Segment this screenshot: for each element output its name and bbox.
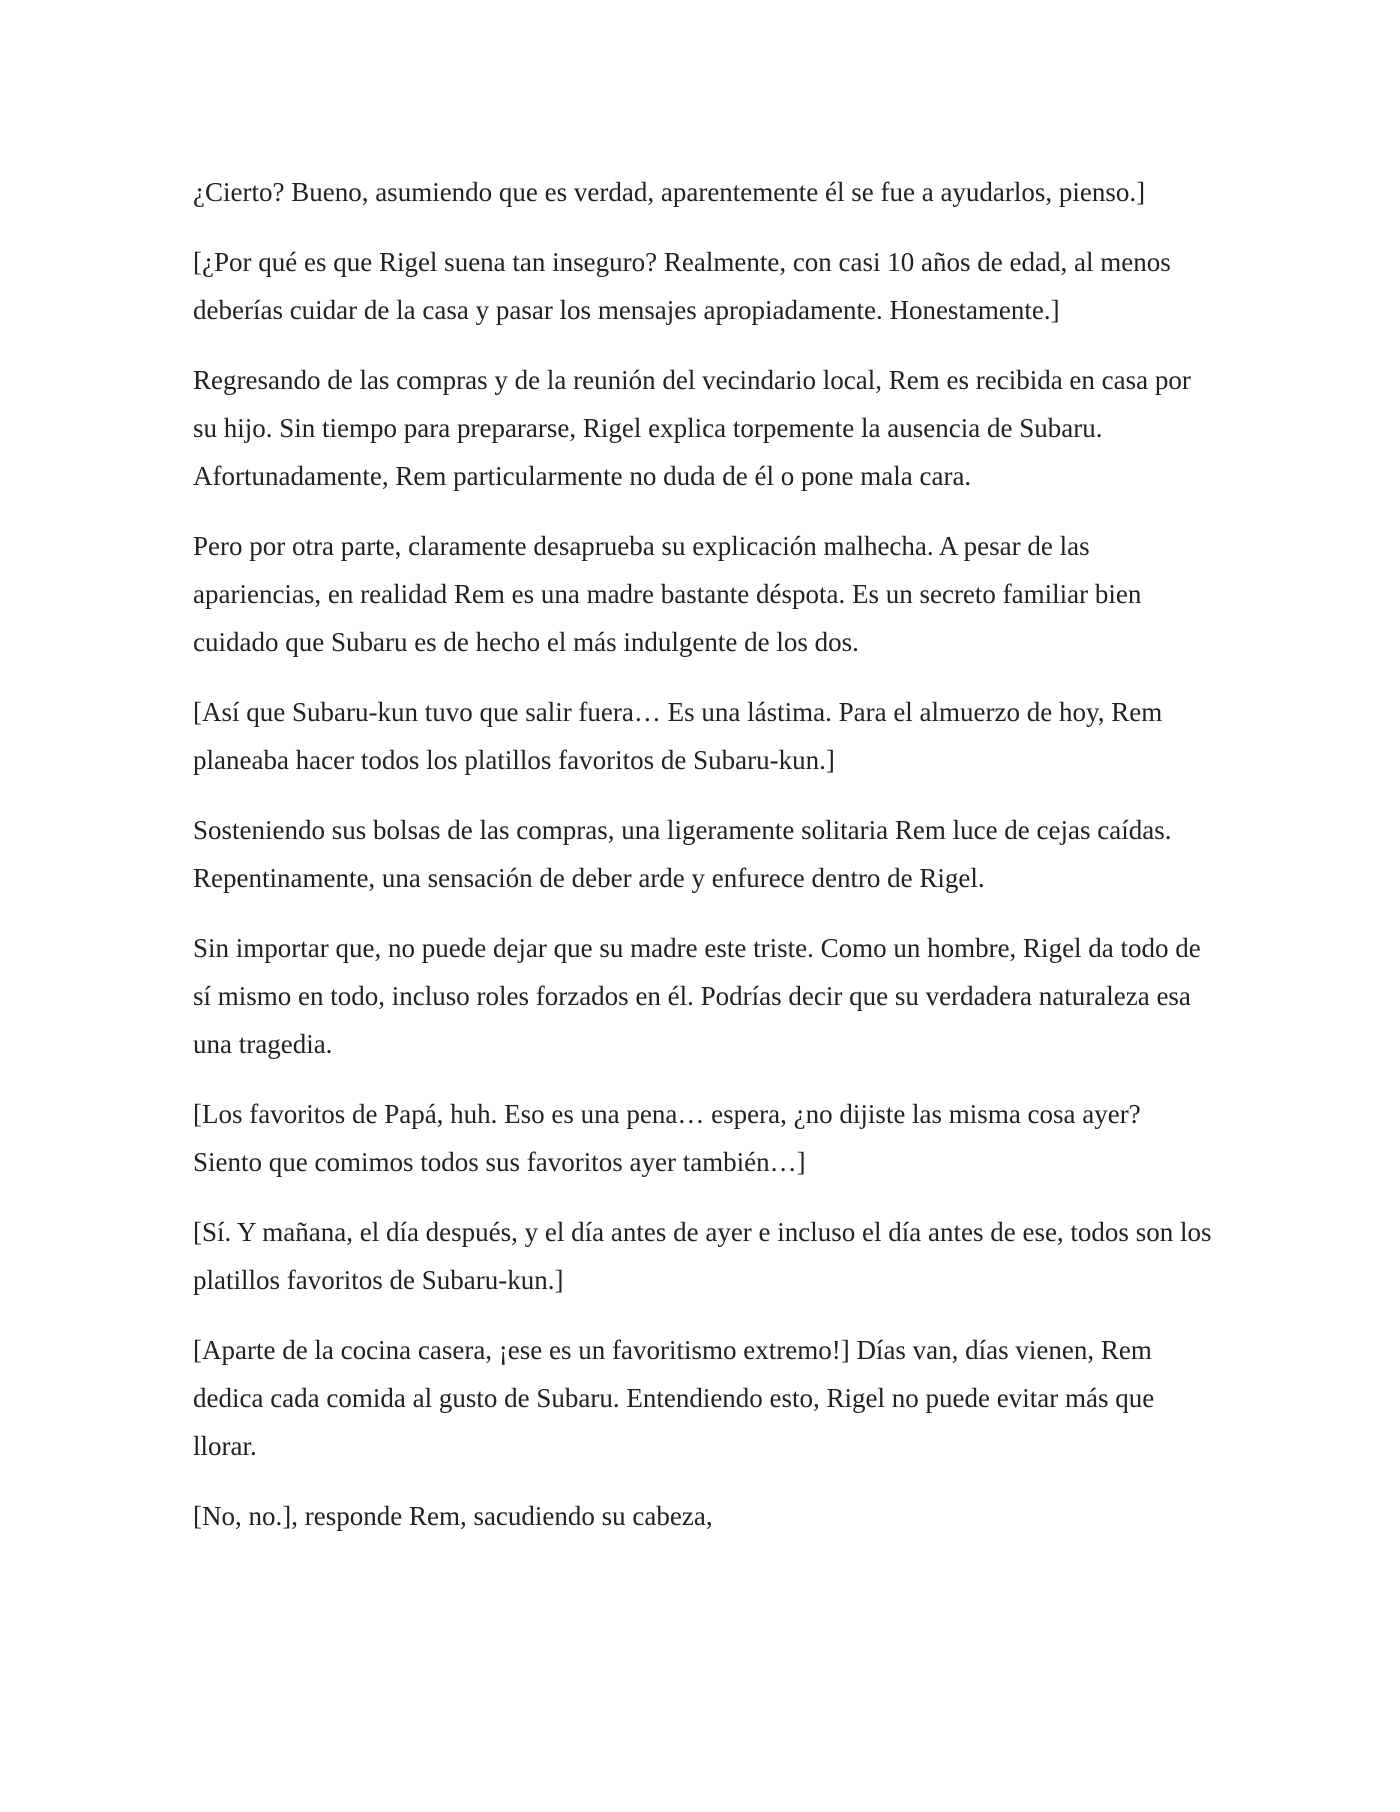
- paragraph-6: Sosteniendo sus bolsas de las compras, una ligeramente solitaria Rem luce de cejas caídas. Repentinamente, una sensación de deber arde y enfurece dentro de Rigel.: [193, 815, 1172, 893]
- paragraph-10: [Aparte de la cocina casera, ¡ese es un favoritismo extremo!] Días van, días vienen, Rem dedica cada comida al gusto de Subaru. Entendiendo esto, Rigel no puede evitar más que llorar.: [193, 1335, 1155, 1461]
- paragraph-11: [No, no.], responde Rem, sacudiendo su cabeza,: [193, 1501, 713, 1531]
- paragraph-8: [Los favoritos de Papá, huh. Eso es una pena… espera, ¿no dijiste las misma cosa ayer? Siento que comimos todos sus favoritos ayer también…]: [193, 1099, 1141, 1177]
- paragraph-5: [Así que Subaru-kun tuvo que salir fuera… Es una lástima. Para el almuerzo de hoy, Rem planeaba hacer todos los platillos favoritos de Subaru-kun.]: [193, 697, 1163, 775]
- paragraph-3: Regresando de las compras y de la reunión del vecindario local, Rem es recibida en casa por su hijo. Sin tiempo para prepararse, Rigel explica torpemente la ausencia de Subaru. Afortunadamente, Rem particularmente no duda de él o pone mala cara.: [193, 365, 1191, 491]
- paragraph-9: [Sí. Y mañana, el día después, y el día antes de ayer e incluso el día antes de ese, todos son los platillos favoritos de Subaru-kun.]: [193, 1217, 1212, 1295]
- paragraph-1: ¿Cierto? Bueno, asumiendo que es verdad, aparentemente él se fue a ayudarlos, pienso.]: [193, 177, 1146, 207]
- document-body: [193, 168, 1213, 1562]
- paragraph-4: Pero por otra parte, claramente desaprueba su explicación malhecha. A pesar de las apariencias, en realidad Rem es una madre bastante déspota. Es un secreto familiar bien cuidado que Subaru es de hecho el más indulgente de los dos.: [193, 531, 1142, 657]
- paragraph-2: [¿Por qué es que Rigel suena tan inseguro? Realmente, con casi 10 años de edad, al menos deberías cuidar de la casa y pasar los mensajes apropiadamente. Honestamente.]: [193, 247, 1171, 325]
- paragraph-7: Sin importar que, no puede dejar que su madre este triste. Como un hombre, Rigel da todo de sí mismo en todo, incluso roles forzados en él. Podrías decir que su verdadera naturaleza esa una tragedia.: [193, 933, 1201, 1059]
